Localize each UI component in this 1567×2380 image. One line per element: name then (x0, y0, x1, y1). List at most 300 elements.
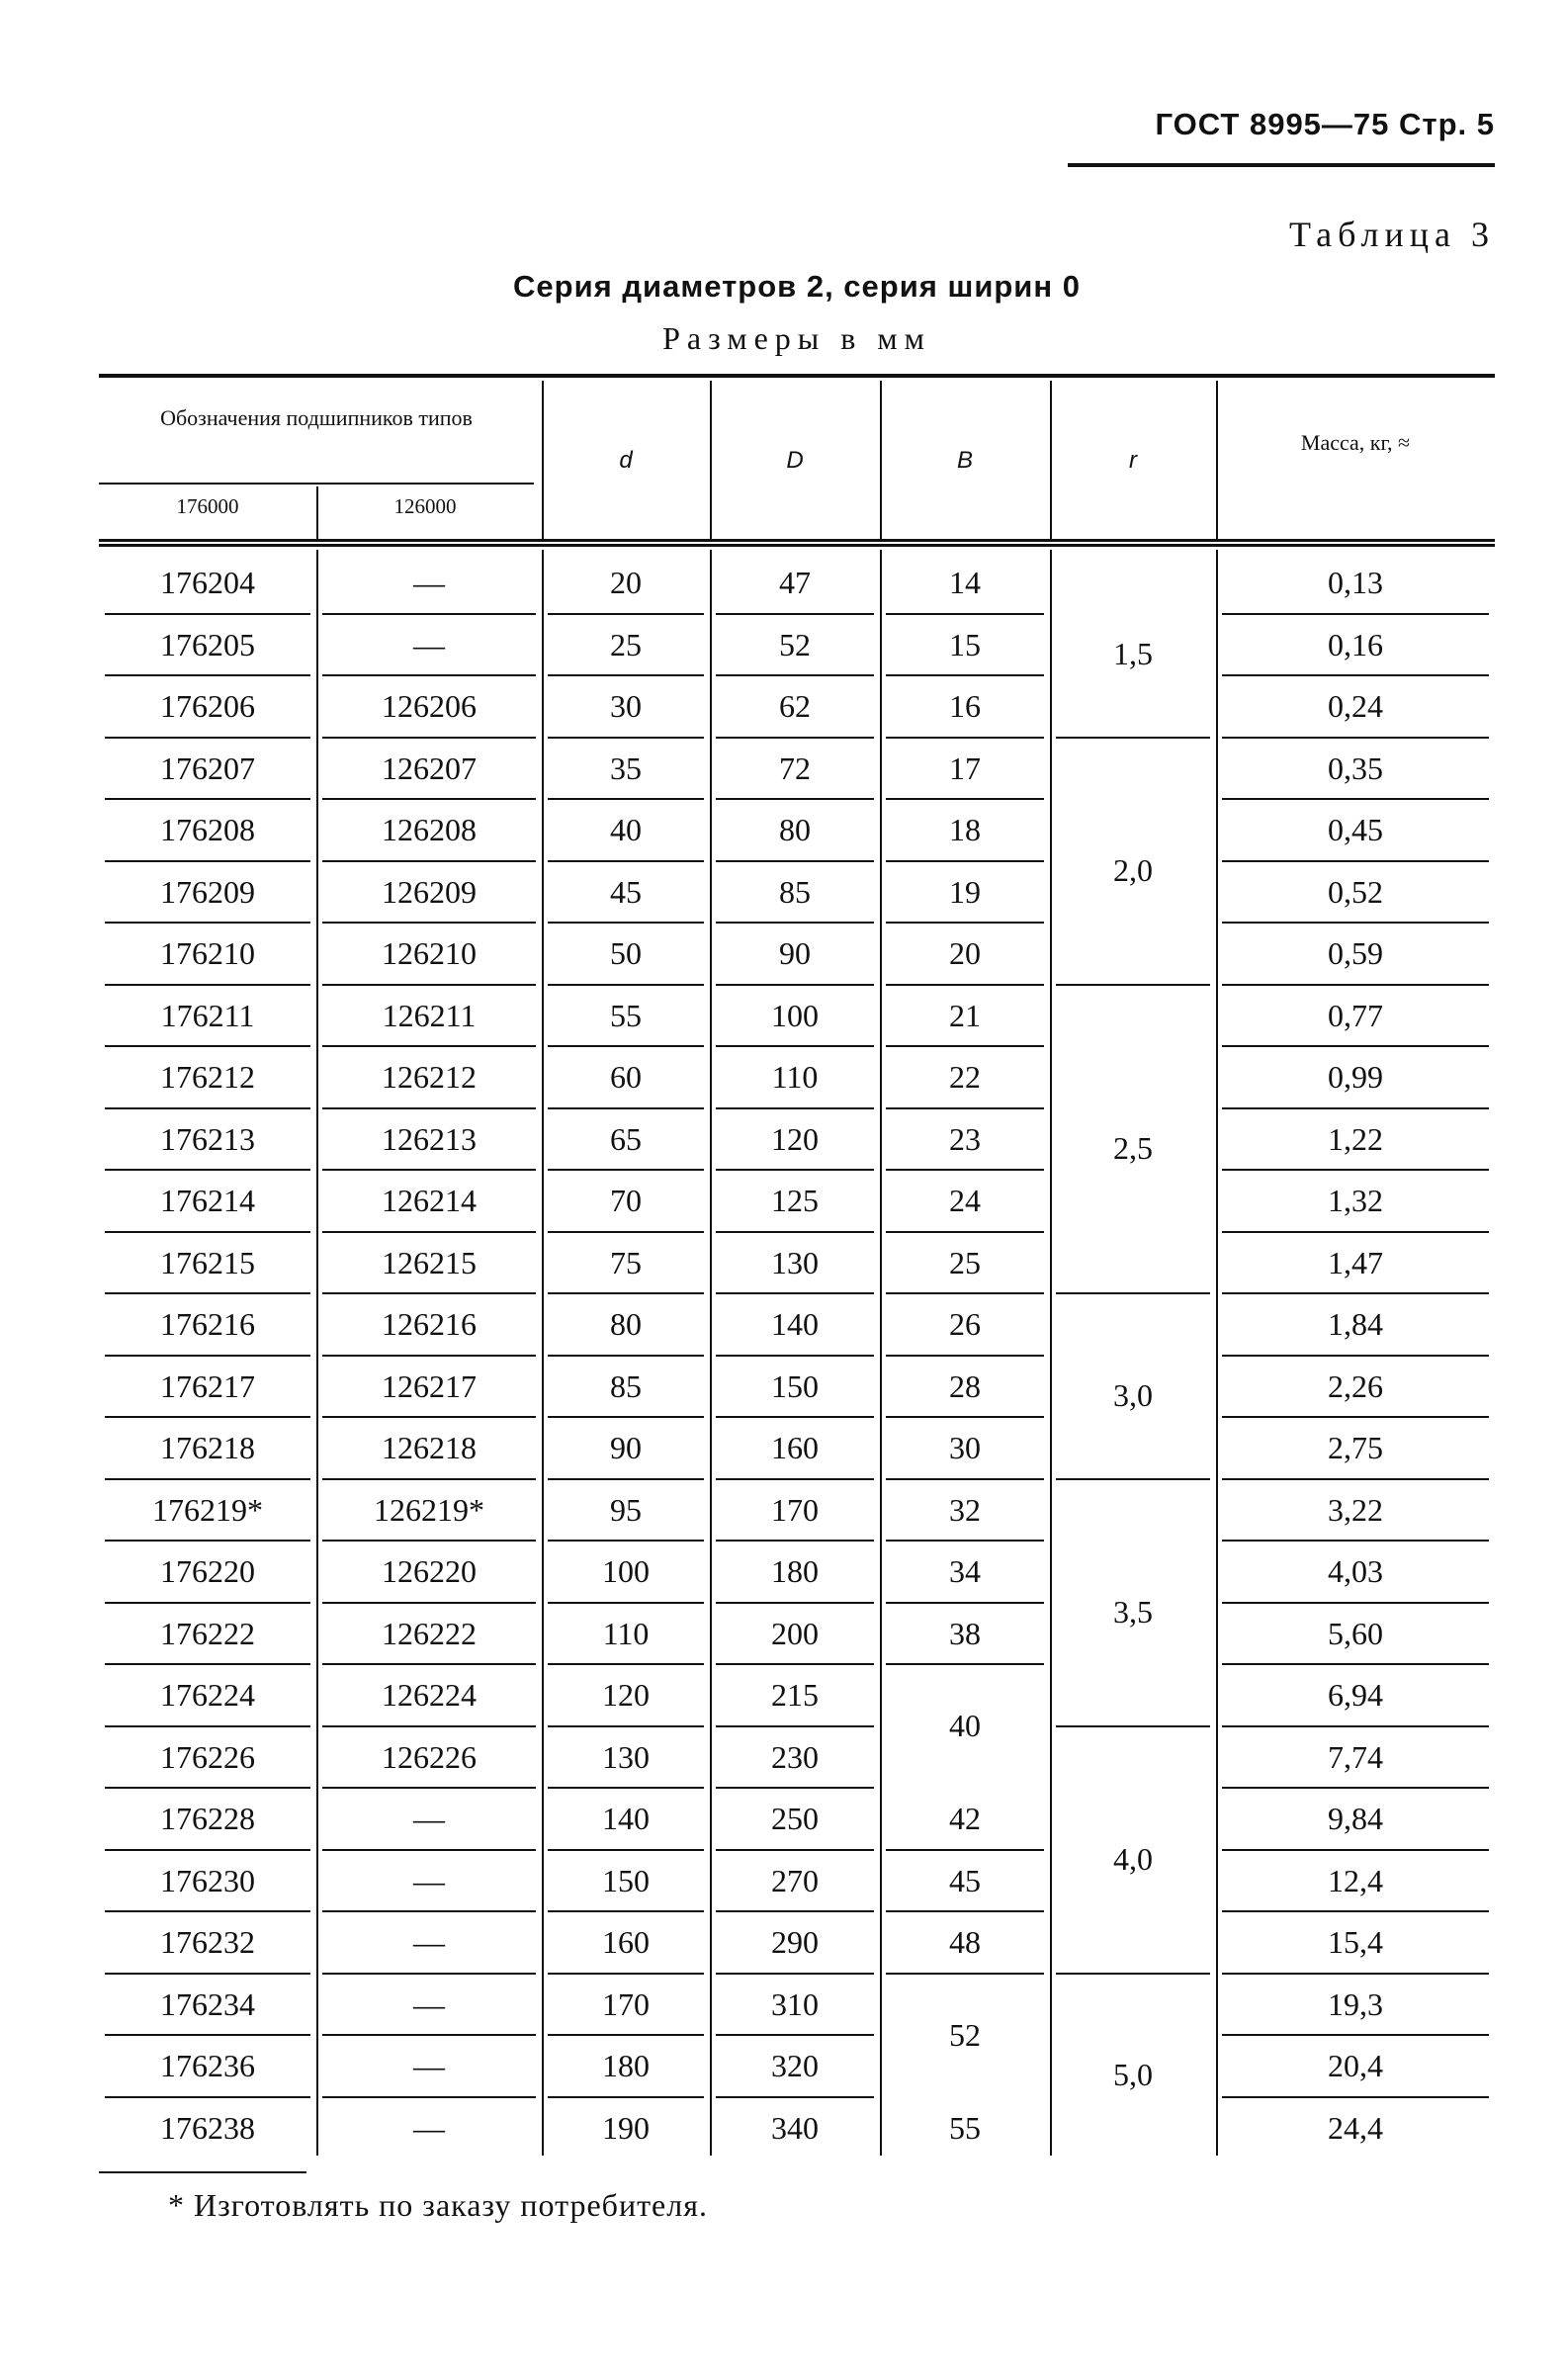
cell-D: 340 (771, 2109, 819, 2146)
cell-D: 215 (771, 1677, 819, 1713)
cell-underline (548, 922, 704, 924)
cell-type-126000: 126219* (374, 1491, 484, 1528)
cell-underline (322, 2096, 536, 2098)
cell-mass: 1,47 (1328, 1244, 1383, 1280)
footnote-rule (99, 2171, 306, 2173)
cell-d: 40 (610, 812, 642, 847)
cell-underline (716, 737, 874, 739)
cell-underline (322, 1355, 536, 1357)
cell-underline (716, 1663, 874, 1665)
cell-underline (548, 1663, 704, 1665)
cell-underline (322, 1663, 536, 1665)
cell-underline (1222, 1231, 1489, 1233)
cell-underline (548, 1045, 704, 1047)
cell-mass: 3,22 (1328, 1491, 1383, 1528)
cell-B: 24 (949, 1183, 981, 1218)
cell-underline (105, 1478, 310, 1480)
cell-underline (322, 1231, 536, 1233)
cell-D: 180 (771, 1553, 819, 1589)
header-col-B: B (956, 447, 973, 474)
cell-underline (716, 1355, 874, 1357)
cell-type-126000: 126210 (382, 935, 477, 971)
cell-type-176000: 176224 (160, 1677, 255, 1713)
cell-underline (105, 2096, 310, 2098)
cell-D: 230 (771, 1738, 819, 1775)
cell-underline (105, 737, 310, 739)
cell-d: 70 (610, 1183, 642, 1218)
cell-underline (548, 1478, 704, 1480)
cell-B: 26 (949, 1306, 981, 1342)
cell-underline (548, 613, 704, 615)
cell-underline (548, 984, 704, 986)
cell-underline (886, 860, 1044, 862)
cell-type-126000: 126216 (382, 1306, 477, 1342)
cell-underline (105, 1045, 310, 1047)
cell-type-126000: 126207 (382, 749, 477, 786)
cell-underline (716, 1725, 874, 1727)
cell-underline (322, 984, 536, 986)
cell-underline (886, 1355, 1044, 1357)
cell-type-126000: 126212 (382, 1059, 477, 1095)
cell-r: 2,0 (1113, 851, 1153, 888)
header-col-r: r (1129, 447, 1137, 474)
cell-type-176000: 176222 (160, 1615, 255, 1651)
cell-mass: 7,74 (1328, 1738, 1383, 1775)
cell-mass: 6,94 (1328, 1677, 1383, 1713)
cell-underline (322, 1416, 536, 1418)
cell-type-126000: 126206 (382, 688, 477, 724)
cell-D: 310 (771, 1985, 819, 2022)
cell-underline (1222, 1045, 1489, 1047)
cell-underline (105, 1910, 310, 1912)
cell-underline (716, 1910, 874, 1912)
cell-underline (1222, 1973, 1489, 1975)
cell-type-126000: 126222 (382, 1615, 477, 1651)
cell-mass: 15,4 (1328, 1924, 1383, 1960)
page-header: ГОСТ 8995—75 Стр. 5 (1155, 107, 1495, 141)
cell-underline (886, 1663, 1044, 1665)
cell-mass: 1,32 (1328, 1183, 1383, 1218)
cell-D: 62 (779, 688, 811, 724)
cell-underline (886, 798, 1044, 800)
cell-D: 90 (779, 935, 811, 971)
cell-D: 72 (779, 749, 811, 786)
cell-d: 65 (610, 1120, 642, 1157)
cell-D: 130 (771, 1244, 819, 1280)
cell-type-176000: 176218 (160, 1430, 255, 1465)
cell-B: 21 (949, 997, 981, 1033)
cell-d: 80 (610, 1306, 642, 1342)
cell-r: 1,5 (1113, 635, 1153, 671)
r-group-rule (1056, 1725, 1210, 1727)
cell-type-126000: 126217 (382, 1367, 477, 1404)
cell-underline (716, 1107, 874, 1109)
cell-underline (1222, 1355, 1489, 1357)
table-label: Таблица 3 (1289, 215, 1495, 254)
header-type-126000: 126000 (393, 494, 457, 518)
cell-underline (105, 1849, 310, 1851)
cell-r: 3,5 (1113, 1593, 1153, 1630)
cell-underline (105, 1663, 310, 1665)
cell-d: 95 (610, 1491, 642, 1528)
cell-type-176000: 176207 (160, 749, 255, 786)
cell-mass: 9,84 (1328, 1801, 1383, 1836)
cell-type-176000: 176226 (160, 1738, 255, 1775)
cell-type-176000: 176210 (160, 935, 255, 971)
cell-underline (716, 1169, 874, 1171)
cell-d: 35 (610, 749, 642, 786)
cell-B: 52 (949, 2016, 981, 2053)
cell-underline (548, 1849, 704, 1851)
cell-type-126000: 126209 (382, 873, 477, 910)
cell-underline (1222, 1416, 1489, 1418)
cell-underline (105, 2034, 310, 2036)
cell-d: 50 (610, 935, 642, 971)
cell-mass: 20,4 (1328, 2048, 1383, 2083)
cell-r: 3,0 (1113, 1376, 1153, 1413)
cell-B: 17 (949, 749, 981, 786)
cell-type-176000: 176228 (160, 1801, 255, 1836)
cell-underline (716, 1973, 874, 1975)
cell-type-176000: 176212 (160, 1059, 255, 1095)
cell-B: 38 (949, 1615, 981, 1651)
cell-d: 180 (602, 2048, 650, 2083)
cell-underline (322, 2034, 536, 2036)
cell-underline (716, 674, 874, 676)
cell-mass: 2,75 (1328, 1430, 1383, 1465)
table-units: Размеры в мм (662, 320, 931, 356)
cell-underline (1222, 798, 1489, 800)
cell-underline (548, 1602, 704, 1604)
header-bearing-designations: Обозначения подшипников типов (160, 405, 473, 430)
cell-B: 55 (949, 2109, 981, 2146)
cell-D: 320 (771, 2048, 819, 2083)
cell-underline (322, 613, 536, 615)
cell-underline (716, 1416, 874, 1418)
cell-underline (548, 1725, 704, 1727)
cell-d: 160 (602, 1924, 650, 1960)
cell-B: 40 (949, 1708, 981, 1744)
cell-mass: 0,24 (1328, 688, 1383, 724)
cell-type-176000: 176230 (160, 1862, 255, 1898)
cell-mass: 1,22 (1328, 1120, 1383, 1157)
cell-underline (105, 860, 310, 862)
cell-underline (886, 1910, 1044, 1912)
cell-underline (716, 984, 874, 986)
cell-underline (322, 1910, 536, 1912)
cell-mass: 0,35 (1328, 749, 1383, 786)
cell-mass: 19,3 (1328, 1985, 1383, 2022)
table-title: Серия диаметров 2, серия ширин 0 (513, 269, 1081, 304)
cell-underline (548, 860, 704, 862)
cell-type-126000: — (413, 1862, 445, 1898)
cell-underline (886, 1107, 1044, 1109)
cell-type-176000: 176205 (160, 626, 255, 662)
header-col-mass: Масса, кг, ≈ (1300, 430, 1411, 455)
cell-D: 200 (771, 1615, 819, 1651)
cell-D: 120 (771, 1120, 819, 1157)
cell-d: 25 (610, 626, 642, 662)
footnote: * Изготовлять по заказу потребителя. (168, 2187, 708, 2223)
cell-B: 32 (949, 1491, 981, 1528)
cell-mass: 0,59 (1328, 935, 1383, 971)
cell-underline (105, 1169, 310, 1171)
cell-underline (322, 1787, 536, 1789)
cell-type-176000: 176232 (160, 1924, 255, 1960)
cell-underline (548, 2034, 704, 2036)
cell-type-176000: 176206 (160, 688, 255, 724)
cell-mass: 0,13 (1328, 565, 1383, 600)
cell-D: 170 (771, 1491, 819, 1528)
cell-d: 45 (610, 873, 642, 910)
cell-d: 150 (602, 1862, 650, 1898)
cell-B: 30 (949, 1430, 981, 1465)
cell-underline (886, 1292, 1044, 1294)
cell-underline (548, 674, 704, 676)
cell-type-176000: 176204 (160, 565, 255, 600)
cell-underline (1222, 613, 1489, 615)
cell-underline (105, 674, 310, 676)
cell-underline (886, 1540, 1044, 1542)
cell-mass: 0,45 (1328, 812, 1383, 847)
cell-underline (105, 1292, 310, 1294)
cell-type-176000: 176219* (152, 1491, 263, 1528)
cell-type-126000: 126220 (382, 1553, 477, 1589)
cell-B: 42 (949, 1801, 981, 1836)
cell-underline (548, 1169, 704, 1171)
cell-underline (322, 1849, 536, 1851)
cell-underline (322, 1973, 536, 1975)
header-type-176000: 176000 (176, 494, 239, 518)
cell-underline (716, 613, 874, 615)
cell-type-176000: 176215 (160, 1244, 255, 1280)
cell-D: 270 (771, 1862, 819, 1898)
cell-underline (716, 922, 874, 924)
cell-mass: 0,16 (1328, 626, 1383, 662)
cell-type-176000: 176234 (160, 1985, 255, 2022)
cell-underline (548, 1355, 704, 1357)
cell-B: 23 (949, 1120, 981, 1157)
cell-underline (1222, 1849, 1489, 1851)
cell-type-176000: 176213 (160, 1120, 255, 1157)
cell-d: 20 (610, 565, 642, 600)
cell-underline (1222, 1107, 1489, 1109)
cell-underline (105, 1355, 310, 1357)
cell-type-176000: 176238 (160, 2109, 255, 2146)
cell-underline (322, 1107, 536, 1109)
cell-B: 28 (949, 1367, 981, 1404)
cell-D: 110 (771, 1059, 819, 1095)
cell-d: 190 (602, 2109, 650, 2146)
r-group-rule (1056, 737, 1210, 739)
cell-B: 20 (949, 935, 981, 971)
cell-underline (548, 1292, 704, 1294)
cell-D: 100 (771, 997, 819, 1033)
cell-underline (716, 1231, 874, 1233)
cell-underline (886, 1045, 1044, 1047)
cell-type-176000: 176209 (160, 873, 255, 910)
cell-r: 5,0 (1113, 2057, 1153, 2093)
cell-B: 15 (949, 626, 981, 662)
cell-underline (322, 860, 536, 862)
cell-underline (322, 1045, 536, 1047)
cell-underline (105, 1602, 310, 1604)
cell-mass: 0,99 (1328, 1059, 1383, 1095)
cell-underline (322, 1725, 536, 1727)
cell-type-126000: 126208 (382, 812, 477, 847)
cell-underline (105, 1416, 310, 1418)
cell-underline (1222, 2034, 1489, 2036)
cell-underline (716, 1478, 874, 1480)
cell-type-126000: 126213 (382, 1120, 477, 1157)
cell-type-126000: — (413, 2048, 445, 2083)
cell-underline (322, 922, 536, 924)
cell-underline (1222, 1725, 1489, 1727)
cell-underline (105, 1725, 310, 1727)
cell-underline (322, 674, 536, 676)
cell-D: 52 (779, 626, 811, 662)
cell-underline (716, 1540, 874, 1542)
cell-underline (716, 798, 874, 800)
cell-D: 125 (771, 1183, 819, 1218)
cell-d: 140 (602, 1801, 650, 1836)
cell-underline (548, 1416, 704, 1418)
header-col-D: D (786, 447, 804, 474)
cell-underline (322, 1478, 536, 1480)
cell-mass: 5,60 (1328, 1615, 1383, 1651)
cell-type-176000: 176208 (160, 812, 255, 847)
cell-type-176000: 176216 (160, 1306, 255, 1342)
cell-type-126000: 126211 (382, 997, 477, 1033)
cell-D: 160 (771, 1430, 819, 1465)
cell-type-176000: 176220 (160, 1553, 255, 1589)
cell-underline (1222, 860, 1489, 862)
cell-underline (105, 1107, 310, 1109)
cell-type-176000: 176214 (160, 1183, 255, 1218)
cell-mass: 12,4 (1328, 1862, 1383, 1898)
cell-underline (1222, 1292, 1489, 1294)
cell-underline (105, 1787, 310, 1789)
cell-D: 85 (779, 873, 811, 910)
cell-type-126000: — (413, 626, 445, 662)
cell-underline (886, 613, 1044, 615)
cell-underline (886, 1602, 1044, 1604)
cell-D: 47 (779, 565, 811, 600)
cell-underline (1222, 1169, 1489, 1171)
cell-underline (548, 1787, 704, 1789)
cell-underline (886, 1231, 1044, 1233)
cell-D: 250 (771, 1801, 819, 1836)
cell-d: 170 (602, 1985, 650, 2022)
cell-type-176000: 176236 (160, 2048, 255, 2083)
cell-d: 100 (602, 1553, 650, 1589)
cell-type-176000: 176217 (160, 1367, 255, 1404)
cell-underline (548, 1973, 704, 1975)
cell-mass: 0,52 (1328, 873, 1383, 910)
cell-mass: 0,77 (1328, 997, 1383, 1033)
cell-underline (1222, 1910, 1489, 1912)
cell-type-126000: 126226 (382, 1738, 477, 1775)
cell-type-126000: 126224 (382, 1677, 477, 1713)
cell-underline (886, 1973, 1044, 1975)
cell-underline (105, 984, 310, 986)
cell-underline (886, 1478, 1044, 1480)
cell-underline (1222, 1540, 1489, 1542)
cell-underline (548, 1107, 704, 1109)
cell-type-126000: — (413, 1924, 445, 1960)
cell-underline (886, 1416, 1044, 1418)
cell-underline (1222, 984, 1489, 986)
cell-B: 16 (949, 688, 981, 724)
cell-type-126000: 126214 (382, 1183, 477, 1218)
cell-B: 19 (949, 873, 981, 910)
cell-type-176000: 176211 (160, 997, 255, 1033)
cell-underline (322, 798, 536, 800)
cell-D: 80 (779, 812, 811, 847)
cell-underline (1222, 922, 1489, 924)
cell-underline (1222, 1478, 1489, 1480)
cell-underline (716, 1602, 874, 1604)
cell-d: 75 (610, 1244, 642, 1280)
cell-underline (105, 922, 310, 924)
cell-underline (548, 2096, 704, 2098)
cell-underline (1222, 674, 1489, 676)
cell-d: 85 (610, 1367, 642, 1404)
cell-underline (716, 2034, 874, 2036)
cell-underline (548, 1231, 704, 1233)
r-group-rule (1056, 1292, 1210, 1294)
cell-mass: 24,4 (1328, 2109, 1383, 2146)
cell-underline (886, 737, 1044, 739)
cell-type-126000: — (413, 565, 445, 600)
cell-underline (886, 1169, 1044, 1171)
cell-underline (716, 1045, 874, 1047)
cell-B: 25 (949, 1244, 981, 1280)
cell-underline (548, 1910, 704, 1912)
cell-underline (322, 1169, 536, 1171)
r-group-rule (1056, 984, 1210, 986)
cell-underline (886, 1849, 1044, 1851)
cell-B: 34 (949, 1553, 981, 1589)
cell-underline (716, 860, 874, 862)
cell-B: 22 (949, 1059, 981, 1095)
r-group-rule (1056, 1973, 1210, 1975)
cell-mass: 2,26 (1328, 1367, 1383, 1404)
cell-underline (548, 798, 704, 800)
cell-d: 130 (602, 1738, 650, 1775)
cell-underline (322, 1292, 536, 1294)
cell-B: 18 (949, 812, 981, 847)
cell-underline (1222, 1602, 1489, 1604)
cell-underline (716, 1292, 874, 1294)
cell-r: 2,5 (1113, 1129, 1153, 1166)
cell-r: 4,0 (1113, 1840, 1153, 1877)
cell-underline (322, 737, 536, 739)
cell-mass: 1,84 (1328, 1306, 1383, 1342)
cell-underline (105, 1231, 310, 1233)
cell-underline (322, 1602, 536, 1604)
cell-D: 290 (771, 1924, 819, 1960)
cell-underline (548, 737, 704, 739)
cell-B: 14 (949, 565, 981, 600)
cell-type-126000: — (413, 1801, 445, 1836)
cell-underline (1222, 1663, 1489, 1665)
header-col-d: d (619, 447, 633, 474)
cell-d: 90 (610, 1430, 642, 1465)
cell-type-126000: — (413, 2109, 445, 2146)
cell-D: 140 (771, 1306, 819, 1342)
cell-type-126000: 126215 (382, 1244, 477, 1280)
